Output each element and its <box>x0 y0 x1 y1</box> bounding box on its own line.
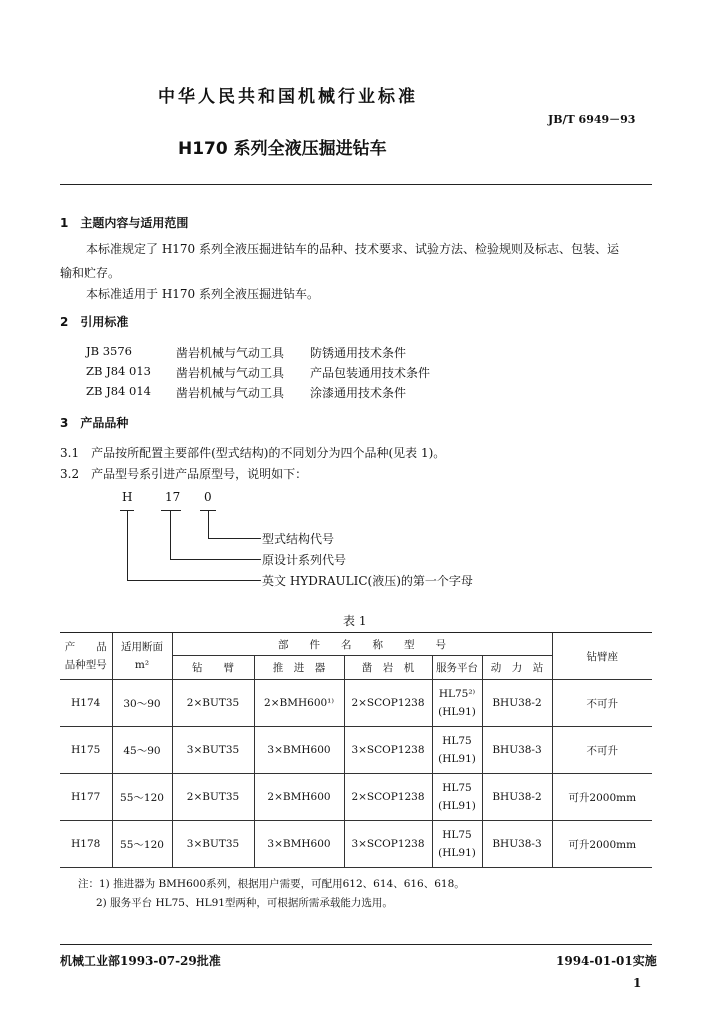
header-section-unit: m² <box>134 659 150 671</box>
label-series-code: 原设计系列代号 <box>262 553 347 567</box>
section-1-paragraph-2: 本标准适用于 H170 系列全液压掘进钻车。 <box>86 287 319 301</box>
cell-platform-main: HL75 <box>442 735 472 747</box>
cell-power: BHU38-3 <box>482 727 552 774</box>
header-drill: 凿 岩 机 <box>344 656 432 680</box>
cell-feeder: 3×BMH600 <box>254 727 344 774</box>
label-type-code: 型式结构代号 <box>262 532 335 546</box>
header-power: 动 力 站 <box>482 656 552 680</box>
reference-name: 产品包装通用技术条件 <box>310 366 431 380</box>
cell-platform <box>432 821 482 868</box>
cell-feeder: 2×BMH600 <box>254 774 344 821</box>
cell-seat: 不可升 <box>552 680 652 727</box>
section-2-title: 2 引用标准 <box>60 315 129 329</box>
cell-section: 55～120 <box>112 821 172 868</box>
cell-section: 55～120 <box>112 774 172 821</box>
section-1-paragraph-1b: 输和贮存。 <box>60 266 121 280</box>
reference-subject: 凿岩机械与气动工具 <box>176 386 285 400</box>
cell-power: BHU38-3 <box>482 821 552 868</box>
cell-drill: 3×SCOP1238 <box>344 821 432 868</box>
header-section-line1: 适用断面 <box>121 641 163 653</box>
reference-code: JB 3576 <box>86 344 132 358</box>
standard-organization-title: 中华人民共和国机械行业标准 <box>158 87 418 107</box>
cell-platform-alt: (HL91) <box>438 706 476 718</box>
section-1-title: 1 主题内容与适用范围 <box>60 216 189 230</box>
header-arm: 钻 臂 <box>172 656 254 680</box>
cell-power: BHU38-2 <box>482 774 552 821</box>
cell-arm: 2×BUT35 <box>172 680 254 727</box>
cell-arm: 3×BUT35 <box>172 821 254 868</box>
cell-arm: 3×BUT35 <box>172 727 254 774</box>
header-model <box>60 633 112 680</box>
cell-drill: 2×SCOP1238 <box>344 774 432 821</box>
table-row <box>60 680 652 727</box>
header-feeder: 推 进 器 <box>254 656 344 680</box>
cell-platform <box>432 727 482 774</box>
footer-rule <box>60 944 652 945</box>
label-initial-letter: 英文 HYDRAULIC(液压)的第一个字母 <box>262 574 473 588</box>
cell-model: H177 <box>60 774 112 821</box>
cell-model: H174 <box>60 680 112 727</box>
header-seat: 钻臂座 <box>552 633 652 680</box>
reference-subject: 凿岩机械与气动工具 <box>176 346 285 360</box>
cell-feeder: 2×BMH600¹⁾ <box>254 680 344 727</box>
cell-drill: 3×SCOP1238 <box>344 727 432 774</box>
table-note-1: 注：1) 推进器为 BMH600系列，根据用户需要，可配用612、614、616、618。 <box>78 878 465 890</box>
cell-power: BHU38-2 <box>482 680 552 727</box>
cell-seat: 可升2000mm <box>552 774 652 821</box>
cell-platform <box>432 774 482 821</box>
table-row <box>60 727 652 774</box>
cell-platform-main: HL75 <box>442 829 472 841</box>
connector-initial-letter <box>127 510 261 581</box>
header-parts: 部 件 名 称 型 号 <box>172 633 552 656</box>
standard-code: JB/T 6949－93 <box>548 113 636 126</box>
reference-code: ZB J84 013 <box>86 364 151 378</box>
cell-arm: 2×BUT35 <box>172 774 254 821</box>
section-3-2: 3.2 产品型号系引进产品原型号，说明如下： <box>60 467 308 481</box>
section-3-1: 3.1 产品按所配置主要部件(型式结构)的不同划分为四个品种(见表 1)。 <box>60 446 446 460</box>
table-caption: 表 1 <box>343 614 367 628</box>
cell-platform-main: HL75²⁾ <box>438 688 476 700</box>
reference-name: 防锈通用技术条件 <box>310 346 407 360</box>
table-header-row <box>60 633 652 656</box>
reference-name: 涂漆通用技术条件 <box>310 386 407 400</box>
header-section <box>112 633 172 680</box>
reference-code: ZB J84 014 <box>86 384 151 398</box>
cell-model: H178 <box>60 821 112 868</box>
section-1-paragraph-1a: 本标准规定了 H170 系列全液压掘进钻车的品种、技术要求、试验方法、检验规则及标志、包装、运 <box>86 242 620 256</box>
cell-platform-alt: (HL91) <box>438 753 476 765</box>
page-number: 1 <box>633 976 642 990</box>
model-char-h: H <box>122 490 133 504</box>
model-char-17: 17 <box>165 490 181 504</box>
cell-platform <box>432 680 482 727</box>
cell-model: H175 <box>60 727 112 774</box>
table-row <box>60 774 652 821</box>
cell-platform-alt: (HL91) <box>438 847 476 859</box>
cell-seat: 不可升 <box>552 727 652 774</box>
cell-platform-main: HL75 <box>442 782 472 794</box>
cell-feeder: 3×BMH600 <box>254 821 344 868</box>
cell-section: 45～90 <box>112 727 172 774</box>
cell-drill: 2×SCOP1238 <box>344 680 432 727</box>
table-note-2: 2) 服务平台 HL75、HL91型两种，可根据所需承载能力选用。 <box>96 897 393 909</box>
cell-section: 30～90 <box>112 680 172 727</box>
product-variants-table <box>60 632 652 868</box>
cell-seat: 可升2000mm <box>552 821 652 868</box>
effective-date: 1994-01-01实施 <box>556 954 657 968</box>
header-model-line1: 产 品 <box>64 641 107 653</box>
cell-platform-alt: (HL91) <box>438 800 476 812</box>
section-3-title: 3 产品品种 <box>60 416 129 430</box>
document-title: H170 系列全液压掘进钻车 <box>178 139 387 159</box>
header-rule <box>60 184 652 185</box>
reference-subject: 凿岩机械与气动工具 <box>176 366 285 380</box>
model-char-0: 0 <box>204 490 212 504</box>
approval-date: 机械工业部1993-07-29批准 <box>60 954 221 968</box>
header-model-line2: 品种型号 <box>64 659 107 671</box>
header-platform: 服务平台 <box>432 656 482 680</box>
table-row <box>60 821 652 868</box>
